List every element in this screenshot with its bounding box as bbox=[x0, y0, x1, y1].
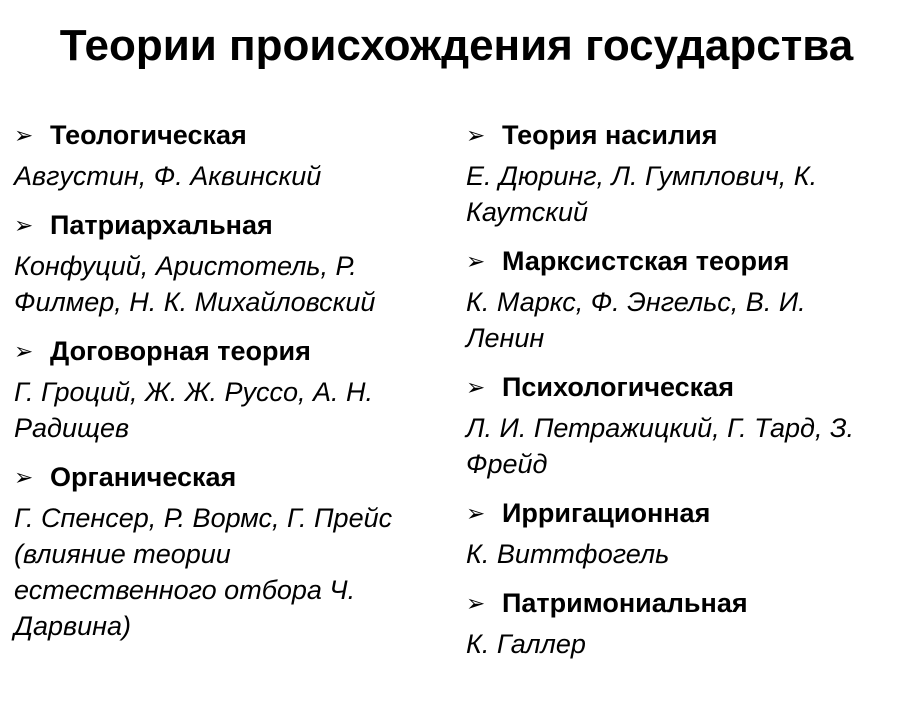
theory-item bbox=[466, 238, 906, 364]
theory-heading-text: Марксистская теория bbox=[502, 246, 790, 276]
authors-line: Л. И. Петражицкий, Г. Тард, З. bbox=[466, 413, 855, 443]
theory-authors bbox=[14, 500, 444, 652]
authors-line: Августин, Ф. Аквинский bbox=[14, 161, 322, 191]
slide-title: Теории происхождения государства bbox=[59, 21, 854, 70]
theory-authors bbox=[14, 158, 444, 202]
theory-heading-text: Теологическая bbox=[50, 120, 247, 150]
theory-heading bbox=[14, 328, 444, 374]
theory-authors bbox=[14, 374, 444, 454]
authors-line: К. Галлер bbox=[466, 629, 586, 659]
theory-heading-text: Договорная теория bbox=[50, 336, 311, 366]
arrow-bullet-icon: ➢ bbox=[466, 590, 486, 616]
theory-heading bbox=[14, 454, 444, 500]
authors-line: Фрейд bbox=[466, 449, 548, 479]
authors-line: Радищев bbox=[14, 413, 130, 443]
theory-heading bbox=[14, 112, 444, 158]
theory-heading bbox=[466, 364, 906, 410]
theory-authors bbox=[466, 536, 906, 580]
theory-heading bbox=[466, 112, 906, 158]
theory-item bbox=[14, 454, 444, 652]
left-column bbox=[14, 112, 444, 652]
authors-line: К. Виттфогель bbox=[466, 539, 670, 569]
arrow-bullet-icon: ➢ bbox=[14, 122, 34, 148]
theory-heading-text: Патриархальная bbox=[50, 210, 273, 240]
theory-item bbox=[14, 202, 444, 328]
authors-line: (влияние теории bbox=[14, 539, 231, 569]
arrow-bullet-icon: ➢ bbox=[14, 212, 34, 238]
theory-item bbox=[14, 328, 444, 454]
theory-heading-text: Органическая bbox=[50, 462, 237, 492]
arrow-bullet-icon: ➢ bbox=[466, 500, 486, 526]
arrow-bullet-icon: ➢ bbox=[466, 122, 486, 148]
theory-heading bbox=[466, 580, 906, 626]
theory-authors bbox=[466, 158, 906, 238]
theory-heading-text: Теория насилия bbox=[502, 120, 718, 150]
arrow-bullet-icon: ➢ bbox=[466, 374, 486, 400]
theory-heading-text: Ирригационная bbox=[502, 498, 711, 528]
right-column bbox=[466, 112, 906, 670]
theory-authors bbox=[466, 626, 906, 670]
authors-line: К. Маркс, Ф. Энгельс, В. И. bbox=[466, 287, 806, 317]
theory-authors bbox=[466, 284, 906, 364]
authors-line: Г. Спенсер, Р. Вормс, Г. Прейс bbox=[14, 503, 393, 533]
authors-line: Конфуций, Аристотель, Р. bbox=[14, 251, 357, 281]
authors-line: естественного отбора Ч. bbox=[14, 575, 356, 605]
theory-item bbox=[466, 112, 906, 238]
theory-item bbox=[466, 580, 906, 670]
theory-item bbox=[14, 112, 444, 202]
theory-heading-text: Психологическая bbox=[502, 372, 734, 402]
authors-line: Дарвина) bbox=[14, 611, 132, 641]
arrow-bullet-icon: ➢ bbox=[14, 464, 34, 490]
theory-heading bbox=[466, 238, 906, 284]
theory-authors bbox=[14, 248, 444, 328]
theory-heading bbox=[466, 490, 906, 536]
arrow-bullet-icon: ➢ bbox=[466, 248, 486, 274]
authors-line: Е. Дюринг, Л. Гумплович, К. bbox=[466, 161, 818, 191]
theory-item bbox=[466, 364, 906, 490]
authors-line: Каутский bbox=[466, 197, 589, 227]
theory-heading-text: Патримониальная bbox=[502, 588, 748, 618]
arrow-bullet-icon: ➢ bbox=[14, 338, 34, 364]
authors-line: Г. Гроций, Ж. Ж. Руссо, А. Н. bbox=[14, 377, 374, 407]
authors-line: Филмер, Н. К. Михайловский bbox=[14, 287, 376, 317]
authors-line: Ленин bbox=[466, 323, 545, 353]
theory-heading bbox=[14, 202, 444, 248]
theory-authors bbox=[466, 410, 906, 490]
theory-item bbox=[466, 490, 906, 580]
